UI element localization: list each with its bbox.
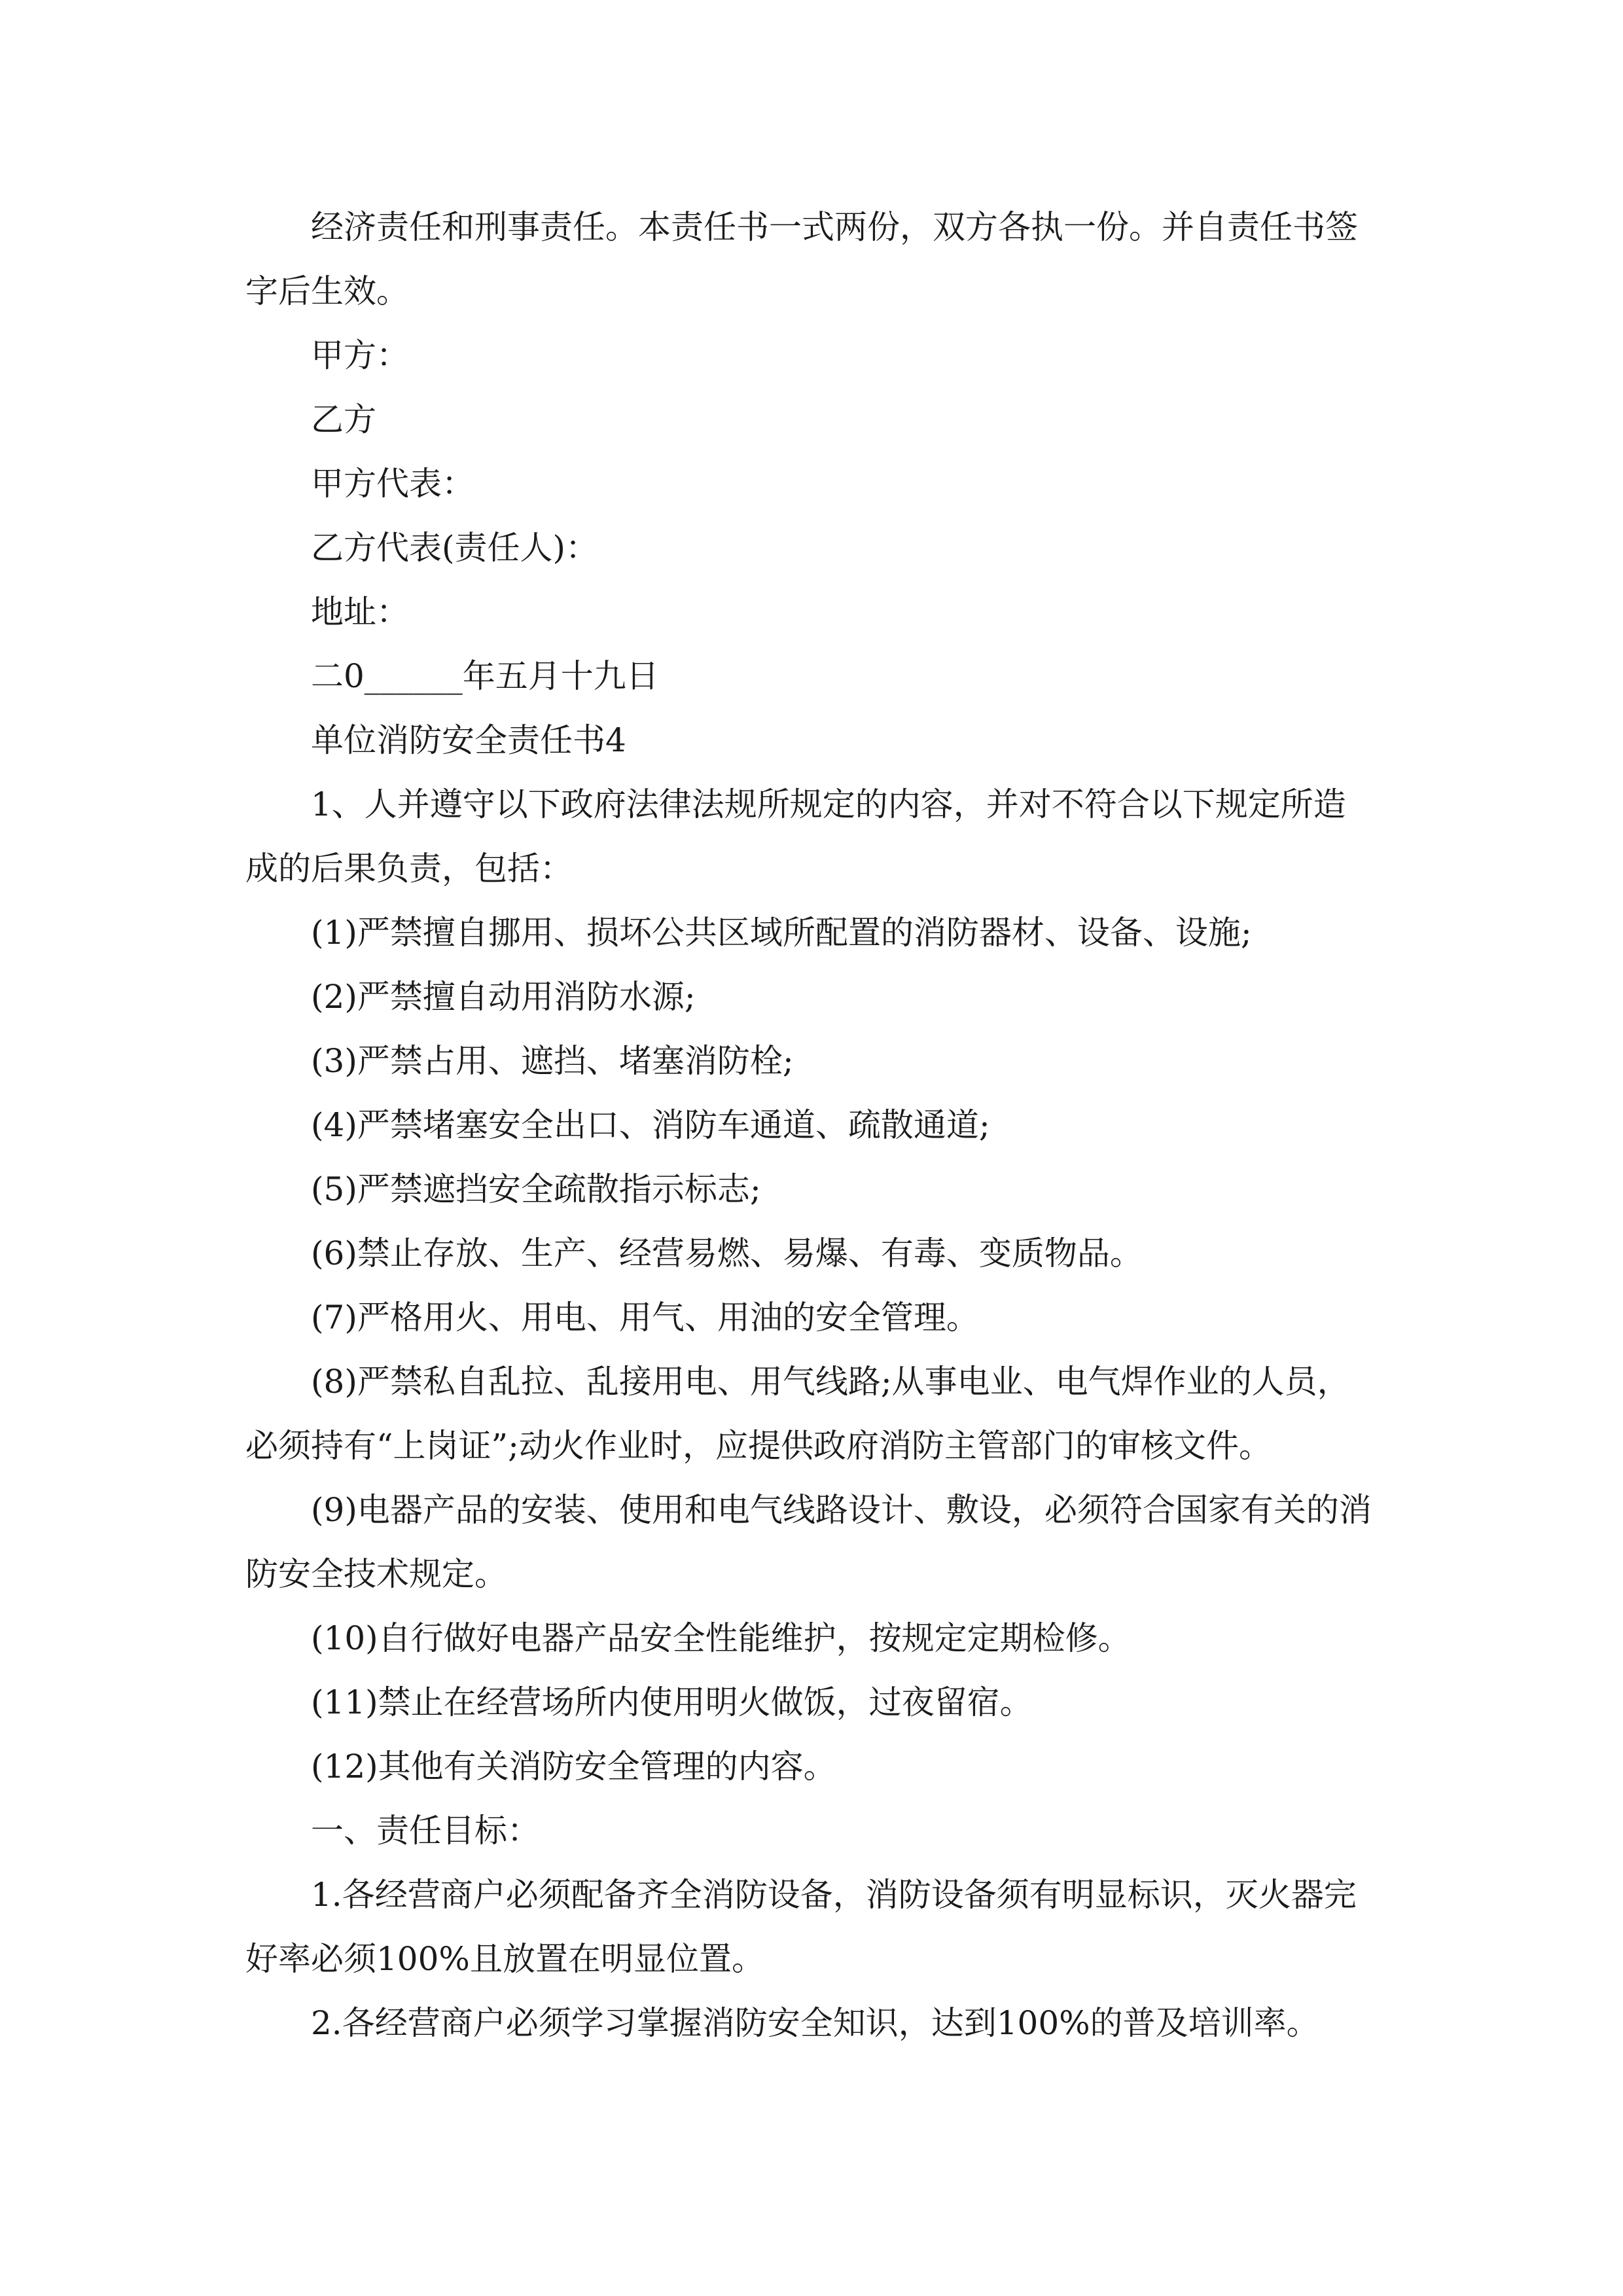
rule-11: (11)禁止在经营场所内使用明火做饭，过夜留宿。 xyxy=(311,1683,1033,1721)
rule-6: (6)禁止存放、生产、经营易燃、易爆、有毒、变质物品。 xyxy=(311,1234,1143,1272)
rule-8: (8)严禁私自乱拉、乱接用电、用气线路;从事电业、电气焊作业的人员，必须持有“上岗证”;动火作业时，应提供政府消防主管部门的审核文件。 xyxy=(245,1363,1350,1465)
paragraph-liability: 经济责任和刑事责任。本责任书一式两份，双方各执一份。并自责任书签字后生效。 xyxy=(245,208,1358,310)
rule-10: (10)自行做好电器产品安全性能维护，按规定定期检修。 xyxy=(311,1619,1131,1657)
paragraph-party-a-rep: 甲方代表： xyxy=(311,465,474,503)
paragraph-address: 地址： xyxy=(311,593,409,631)
rule-12: (12)其他有关消防安全管理的内容。 xyxy=(311,1748,836,1785)
heading-responsibility-goals: 一、责任目标： xyxy=(311,1812,540,1850)
rule-5: (5)严禁遮挡安全疏散指示标志; xyxy=(311,1170,761,1208)
section-title: 单位消防安全责任书4 xyxy=(311,721,626,759)
rule-2: (2)严禁擅自动用消防水源; xyxy=(311,978,696,1016)
goal-2: 2.各经营商户必须学习掌握消防安全知识，达到100%的普及培训率。 xyxy=(311,2004,1319,2042)
rule-4: (4)严禁堵塞安全出口、消防车通道、疏散通道; xyxy=(311,1106,990,1144)
rule-9: (9)电器产品的安装、使用和电气线路设计、敷设，必须符合国家有关的消防安全技术规定。 xyxy=(245,1491,1372,1593)
rule-3: (3)严禁占用、遮挡、堵塞消防栓; xyxy=(311,1042,794,1080)
goal-1: 1.各经营商户必须配备齐全消防设备，消防设备须有明显标识，灭火器完好率必须100%且放置在明显位置。 xyxy=(245,1876,1357,1978)
rule-7: (7)严格用火、用电、用气、用油的安全管理。 xyxy=(311,1299,979,1336)
document-body xyxy=(245,195,1378,2055)
paragraph-party-a: 甲方： xyxy=(311,336,409,374)
rule-1: (1)严禁擅自挪用、损坏公共区域所配置的消防器材、设备、设施; xyxy=(311,914,1252,952)
paragraph-party-b-rep: 乙方代表(责任人)： xyxy=(311,529,599,567)
paragraph-item-1: 1、人并遵守以下政府法律法规所规定的内容，并对不符合以下规定所造成的后果负责，包括： xyxy=(245,785,1346,888)
paragraph-date: 二0______年五月十九日 xyxy=(311,657,659,695)
paragraph-party-b: 乙方 xyxy=(311,401,376,439)
